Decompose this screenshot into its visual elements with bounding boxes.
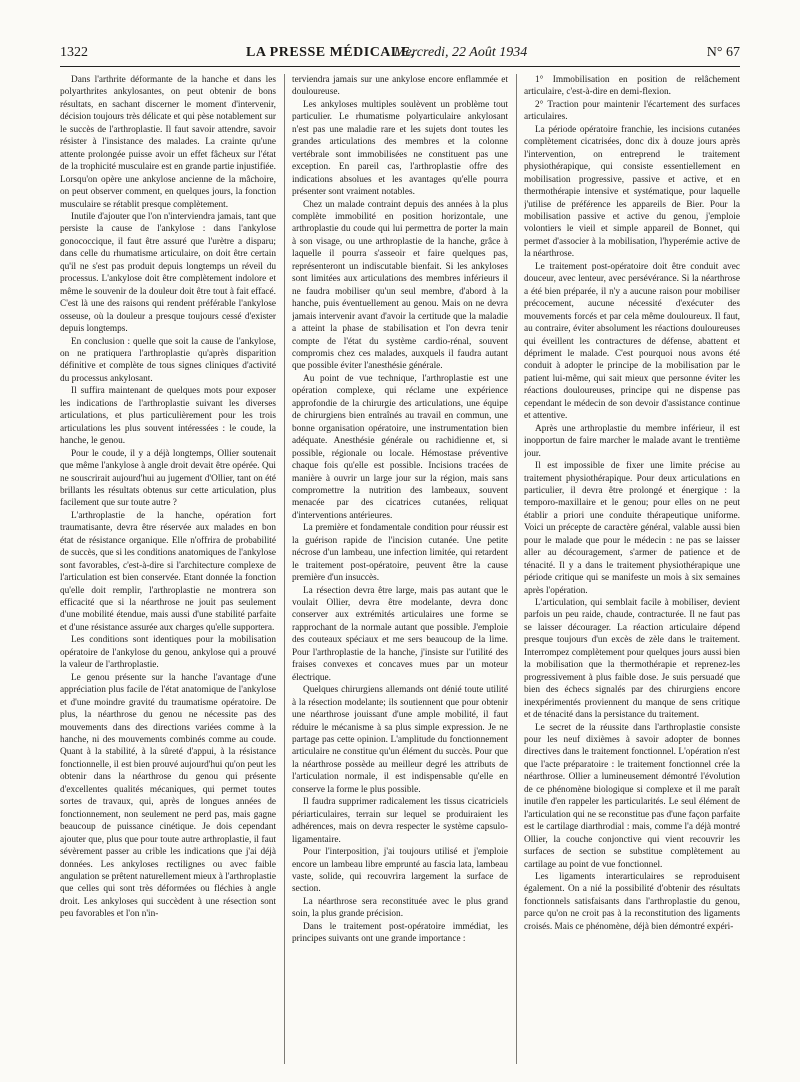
paragraph: terviendra jamais sur une ankylose encore enflammée et douloureuse. (292, 75, 508, 98)
paragraph: Le traitement post-opératoire doit être conduit avec douceur, avec lenteur, avec persévérance. Si la néarthrose a été bien préparée, il n'y a aucune raison pour mobiliser précocement, aucune nécessité d'exécuter des mouvements forcés et par cela même douloureux. Il faut, au contraire, éviter absolument les réactions douloureuses qui éveillent les contractures de défense, abattent et dépriment le malade. C'est pourquoi nous avons été conduit à adopter le principe de la mobilisation par le patient lui-même, qui sait mieux que personne éviter les réactions douloureuses, principe qui ne dispense pas cependant le médecin de son devoir d'assistance continue et attentive. (524, 261, 740, 422)
column-divider (516, 74, 517, 1064)
paragraph: La néarthrose sera reconstituée avec le plus grand soin, la plus grande précision. (292, 896, 508, 920)
text-column-middle (292, 74, 508, 1069)
paragraph: Les ligaments interarticulaires se reproduisent également. On a nié la possibilité d'obtenir des résultats fonctionnels satisfaisants dans l'arthroplastie du genou, parce qu'on ne croit pas à la reconstitution des ligaments croisés. Mais ce phénomène, déjà bien démontré expéri- (524, 872, 740, 932)
paragraph: Pour l'interposition, j'ai toujours utilisé et j'emploie encore un lambeau libre emprunté au fascia lata, lambeau vaste, solide, qui recouvrira largement la surface de section. (292, 847, 508, 895)
paragraph: Les ankyloses multiples soulèvent un problème tout particulier. Le rhumatisme polyarticulaire ankylosant n'est pas une maladie rare et les sujets dont toutes les grandes articulations des membres et la colonne vertébrale sont immobilisées ne constituent pas une exception. En pareil cas, l'arthroplastie offre des indications absolues et les avantages qu'elle pourra présenter sont vraiment notables. (292, 99, 508, 198)
paragraph: Il est impossible de fixer une limite précise au traitement physiothérapique. Pour deux articulations en particulier, il devra être prolongé et énergique : la temporo-maxillaire et le genou; pour elles on ne peut établir a priori une conduite thérapeutique uniforme. Voici un précepte de caractère général, valable aussi bien pour le malade que pour le médecin : ne pas se laisser aller au découragement, s'armer de patience et de ténacité. Il y a dans le traitement physiothérapique une période critique qui se manifeste un mois à six semaines après l'opération. (524, 461, 740, 596)
paragraph: 2° Traction pour maintenir l'écartement des surfaces articulaires. (524, 99, 740, 123)
paragraph: Pour le coude, il y a déjà longtemps, Ollier soutenait que même l'ankylose à angle droit devait être opérée. Qui ne souscrirait aujourd'hui au jugement d'Ollier, tant on été brillants les résultats obtenus sur cette articulation, plus facilement que sur toute autre ? (60, 448, 276, 509)
page-header (60, 44, 740, 67)
paragraph: Dans le traitement post-opératoire immédiat, les principes suivants ont une grande importance : (292, 921, 508, 945)
issue-date: Mercredi, 22 Août 1934 (394, 45, 528, 60)
paragraph: Inutile d'ajouter que l'on n'interviendra jamais, tant que persiste la cause de l'ankylose : dans l'ankylose gonococcique, il faut être assuré que l'urètre a disparu; dans celle du rhumatisme articulaire, on doit être certain qu'il ne s'est pas produit depuis longtemps un réveil du processus. L'ankylose doit être complètement indolore et même le souvenir de la douleur doit être tout à fait effacé. C'est là une des raisons qui rendent préférable l'ankylose osseuse, où la douleur a presque toujours cessé d'exister depuis longtemps. (60, 211, 276, 335)
paragraph: Il suffira maintenant de quelques mots pour exposer les indications de l'arthroplastie suivant les diverses articulations, et plus particulièrement pour les trois articulations les plus souvent intéressées : le coude, la hanche, le genou. (60, 386, 276, 447)
paragraph: Chez un malade contraint depuis des années à la plus complète immobilité en position horizontale, une arthroplastie du coude qui lui permettra de porter la main à son visage, ou une arthroplastie de la hanche, grâce à laquelle il pourra s'asseoir et faire quelques pas, représenteront un indiscutable bienfait. Si les ankyloses sont limitées aux articulations des membres inférieurs il ne faudra mobiliser qu'un seul membre, d'abord à la hanche, puis éventuellement au genou. Mais on ne devra jamais intervenir avant d'avoir la certitude que la maladie a atteint la phase de stabilisation et l'on devra tenir compte de l'état du système cardio-rénal, souvent compromis chez ces malades, auxquels il faudra autant que possible éviter l'anesthésie générale. (292, 199, 508, 372)
paragraph: Il faudra supprimer radicalement les tissus cicatriciels périarticulaires, terrain sur lequel se produiraient les adhérences, mais on devra respecter le système capsulo-ligamentaire. (292, 797, 508, 845)
paragraph: Après une arthroplastie du membre inférieur, il est inopportun de faire marcher le malade avant le trentième jour. (524, 423, 740, 459)
paragraph: L'articulation, qui semblait facile à mobiliser, devient parfois un peu raide, chaude, contracturée. Il ne faut pas se laisser décourager. La réaction articulaire dépend presque toujours d'un excès de zèle dans le traitement. Interrompez complètement pour quelques jours aussi bien la mobilisation que la thermothérapie et reprenez-les progressivement à plus faible dose. Je suis persuadé que bien des échecs signalés par des chirurgiens encore inexpérimentés proviennent du manque de sens critique et de ténacité dans la persistance du traitement. (524, 598, 740, 721)
paragraph: Le secret de la réussite dans l'arthroplastie consiste pour les neuf dixièmes à savoir adopter de bonnes directives dans le traitement fonctionnel. L'opération n'est que l'acte préparatoire : le traitement fonctionnel crée la néarthrose. Ollier a lumineusement démontré l'évolution de ce phénomène biologique si complexe et il me paraît inutile d'en rappeler les particularités. Le seul élément de l'articulation qui ne se reconstitue pas d'une façon parfaite est le cartilage diarthrodial : mais, comme l'a déjà montré Ollier, la couche conjonctive qui vient recouvrir les surfaces de section se substitue complètement au cartilage au point de vue fonctionnel. (524, 722, 740, 870)
paragraph: La première et fondamentale condition pour réussir est la guérison rapide de l'incision cutanée. Une petite nécrose d'un lambeau, une infection limitée, qui retardent le traitement post-opératoire, peuvent être la cause première d'un insuccès. (292, 523, 508, 584)
text-column-right (524, 74, 740, 1069)
paragraph: Le genou présente sur la hanche l'avantage d'une appréciation plus facile de l'état anatomique de l'ankylose et d'une moindre gravité du traumatisme opératoire. De plus, la néarthrose du genou ne nécessite pas des mouvements dans des directions variées comme à la hanche, ni des mouvements combinés comme au coude. Quant à la stabilité, à la sûreté d'appui, à la résistance fonctionnelle, il est bien prouvé aujourd'hui qu'on peut les obtenir dans la néarthrose du genou qui présente d'excellentes qualités mécaniques, qui permet toutes sortes de travaux, qui, après de longues années de fonctionnement, non seulement ne perd pas, mais gagne beaucoup de puissance cinétique. Je dois cependant ajouter que, plus que pour toute autre arthroplastie, il faut sévèrement passer au crible les indications que j'ai déjà données. Les ankyloses rectilignes ou avec faible angulation se prêtent naturellement mieux à l'arthroplastie que celles qui sont très déformées ou fléchies à angle droit. Les ankyloses qui succèdent à une résection sont peu favorables et l'on n'in- (60, 672, 276, 920)
paragraph: La résection devra être large, mais pas autant que le voulait Ollier, devra être modelante, devra donc conserver aux extrémités articulaires une forme se rapprochant de la normale autant que possible. J'emploie des couteaux spéciaux et me sers beaucoup de la lime. Pour l'arthroplastie de la hanche, j'insiste sur l'utilité des fraises convexes et concaves mues par un moteur électrique. (292, 585, 508, 683)
paragraph: 1° Immobilisation en position de relâchement articulaire, c'est-à-dire en demi-flexion. (524, 75, 740, 98)
paragraph: La période opératoire franchie, les incisions cutanées complètement cicatrisées, donc dix à douze jours après l'intervention, on entreprend le traitement physiothérapique, qui consiste essentiellement en mobilisation progressive, passive et active, et en thermothérapie intensive et systématique, pour laquelle j'utilise de préférence les appareils de Bier. Pour la mobilisation passive et active du genou, j'emploie volontiers le vieil et simple appareil de Bonnet, qui permet d'associer à la mobilisation, l'hyperémie active de la néarthrose. (524, 124, 740, 260)
paragraph: Quelques chirurgiens allemands ont dénié toute utilité à la résection modelante; ils soutiennent que pour obtenir une néarthrose jouissant d'une ample mobilité, il faut réduire le mécanisme à sa plus simple expression. Je ne partage pas cette opinion. L'amplitude du fonctionnement articulaire ne constitue qu'un élément du succès. Pour que la néarthrose possède au meilleur degré les attributs de l'articulation normale, il est indispensable qu'elle en conserve la forme le plus possible. (292, 685, 508, 795)
paragraph: L'arthroplastie de la hanche, opération fort traumatisante, devra être réservée aux malades en bon état de résistance organique. Elle n'offrira de probabilité de succès, que si les conditions anatomiques de l'ankylose sont favorables, c'est-à-dire si l'architecture complexe de l'articulation est bien conservée. Etant donnée la fonction qu'elle doit remplir, l'arthroplastie ne montrera son efficacité que si la néarthrose ne jouit pas seulement d'une mobilité étendue, mais aussi d'une stabilité parfaite et d'une résistance assurée aux charges qu'elle supportera. (60, 510, 276, 633)
journal-title: LA PRESSE MÉDICALE, (246, 45, 415, 60)
paragraph: Dans l'arthrite déformante de la hanche et dans les polyarthrites ankylosantes, on peut obtenir de bons résultats, en sachant discerner le moment d'intervenir, décision toujours très délicate et qui pèse notablement sur le succès de l'arthroplastie. Il faut savoir attendre, savoir résister à l'insistance des malades. La crainte qu'une attente prolongée puisse avoir un effet fâcheux sur l'état de la trophicité musculaire est en grande partie injustifiée. Lorsqu'on opère une ankylose ancienne de la mâchoire, on peut observer comment, en quelques jours, la fonction musculaire se rétablit presque complètement. (60, 75, 276, 210)
column-divider (284, 74, 285, 1064)
page-number: 1322 (60, 45, 88, 60)
text-column-left (60, 74, 276, 1069)
issue-number: N° 67 (706, 45, 740, 60)
paragraph: En conclusion : quelle que soit la cause de l'ankylose, on ne pratiquera l'arthroplastie qu'après disparition définitive et complète de tous signes cliniques d'activité du processus ankylosant. (60, 336, 276, 384)
paragraph: Les conditions sont identiques pour la mobilisation opératoire de l'ankylose du genou, ankylose qui a prouvé la valeur de l'arthroplastie. (60, 635, 276, 671)
paragraph: Au point de vue technique, l'arthroplastie est une opération complexe, qui réclame une expérience approfondie de la chirurgie des articulations, une équipe de chirurgiens bien entraînés au travail en commun, une bonne organisation opératoire, une instrumentation bien adéquate. Anesthésie générale ou rachidienne et, si possible, régionale ou locale. Hémostase préventive chaque fois qu'elle est possible. Incisions tracées de manière à ouvrir un large jour sur la région, mais sans compromettre la nutrition des lambeaux, souvent menacée par des cicatrices cutanées, reliquat d'interventions antérieures. (292, 373, 508, 521)
